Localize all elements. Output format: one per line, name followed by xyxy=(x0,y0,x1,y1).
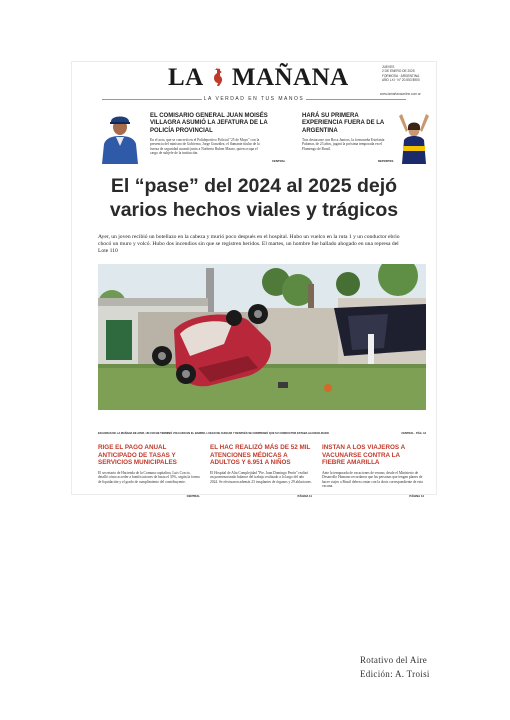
column-headline: INSTAN A LOS VIAJEROS A VACUNARSE CONTRA LA FIEBRE AMARILLA xyxy=(322,444,405,467)
news-column xyxy=(322,444,424,500)
news-column xyxy=(210,444,312,500)
date-line: FORMOSA · ARGENTINA xyxy=(382,73,420,78)
top-story-sports xyxy=(296,110,426,166)
logo-text-left: LA xyxy=(168,64,203,91)
main-lede: Ayer, un joven recibió un botellazo en la cabeza y murió poco después en el hospital. Hubo un vuelco en la ruta 1 y un conductor ebrio chocó un muro y volcó. Hubo dos incendios sin que se registren heridos. El martes, un hombre fue hallado ahogado en una represa del Lote 110 xyxy=(98,234,400,255)
caption-text: EN HORAS DE LA MAÑANA DE AYER, UN COCHE TERMINÓ VOLCADO EN EL BARRIO, LUEGO DE CHOCAR Y DESPUÉS SE COMPROBÓ QUE SU CONDUCTOR ESTABA ALCOHOLIZADO xyxy=(98,432,329,435)
section-ref: CENTRAL xyxy=(186,494,200,498)
photo-caption xyxy=(98,432,426,436)
logo-text-right: MAÑANA xyxy=(231,64,349,91)
footballer-photo xyxy=(396,110,432,164)
main-headline: El “pase” del 2024 al 2025 dejó varios hechos viales y trágicos xyxy=(109,175,399,221)
edition-date-box xyxy=(382,65,434,83)
masthead xyxy=(72,62,436,106)
section-ref: DEPORTES xyxy=(378,159,394,163)
section-ref: PÁGINA 14 xyxy=(409,494,424,498)
overturned-car-photo xyxy=(98,264,426,410)
news-column xyxy=(98,444,200,500)
top-story-body: En el acto, que se concretó en el Polideportivo Policial "25 de Mayo" con la presencia del ministro de Gobierno, Jorge González, el flamante titular de la fuerza de seguridad asumió junto a Norberto Ruben Mauro, quien ocupa el cargo de subjefe de la institución. xyxy=(150,138,260,156)
caption-ref: CENTRAL · PÁG. 13 xyxy=(401,432,426,435)
column-headline: EL HAC REALIZÓ MÁS DE 52 MIL ATENCIONES MÉDICAS A ADULTOS Y 6.951 A NIÑOS xyxy=(210,444,311,467)
credit-line-program: Rotativo del Aire xyxy=(360,655,428,665)
top-story-police xyxy=(98,110,288,166)
date-line: 2 DE ENERO DE 2025 xyxy=(382,69,415,74)
top-story-headline: HARÁ SU PRIMERA EXPERIENCIA FUERA DE LA ARGENTINA xyxy=(302,113,385,134)
newspaper-logo xyxy=(168,64,349,92)
section-ref: PÁGINA 11 xyxy=(297,494,312,498)
police-chief-photo xyxy=(98,110,142,164)
broadcast-credit xyxy=(360,653,470,681)
column-headline: RIGE EL PAGO ANUAL ANTICIPADO DE TASAS Y SERVICIOS MUNICIPALES xyxy=(98,444,177,467)
date-line: AÑO LXI · N° 20.553 $900 xyxy=(382,78,420,83)
tagline-row xyxy=(102,96,406,104)
newspaper-front-page xyxy=(72,62,436,498)
credit-line-editor: Edición: A. Troisi xyxy=(360,669,430,679)
top-story-headline: EL COMISARIO GENERAL JUAN MOISÉS VILLAGRA ASUMIÓ LA JEFATURA DE LA POLICÍA PROVINCIAL xyxy=(150,113,268,134)
rooster-icon xyxy=(210,67,224,87)
section-ref: CENTRAL xyxy=(272,159,286,163)
date-line: JUEVES xyxy=(382,65,395,69)
website-url: www.lamañanaonline.com.ar xyxy=(380,92,421,96)
column-body: Ante la temporada de vacaciones de verano, desde el Ministerio de Desarrollo Humano recordaron que las personas que tengan planes de hacer viajes a Brasil deben contar con la dosis correspondiente de esta vacuna. xyxy=(322,470,423,488)
column-body: El Hospital de Alta Complejidad "Pte. Juan Domingo Perón" realizó un pormenorizado balance del trabajo realizado a lo largo del año 2024. Se efectuaron además 23 trasplantes de órganos y 29 ablaciones. xyxy=(210,470,312,484)
tagline-rule-right xyxy=(306,99,406,100)
top-story-body: Tras destacarse con Boca Juniors, la formoseña Estefanía Palomar, de 23 años, jugará la próxima temporada en el Flamengo de Brasil. xyxy=(302,138,385,151)
tagline: LA VERDAD EN TUS MANOS xyxy=(203,96,305,102)
column-body: El secretario de Hacienda de la Comuna capitalina, Luis Coscio, detalló cómo acceder a bonificaciones de hasta el 35%, según la forma de liquidación y el grado de cumplimiento del contribuyente. xyxy=(98,470,200,484)
